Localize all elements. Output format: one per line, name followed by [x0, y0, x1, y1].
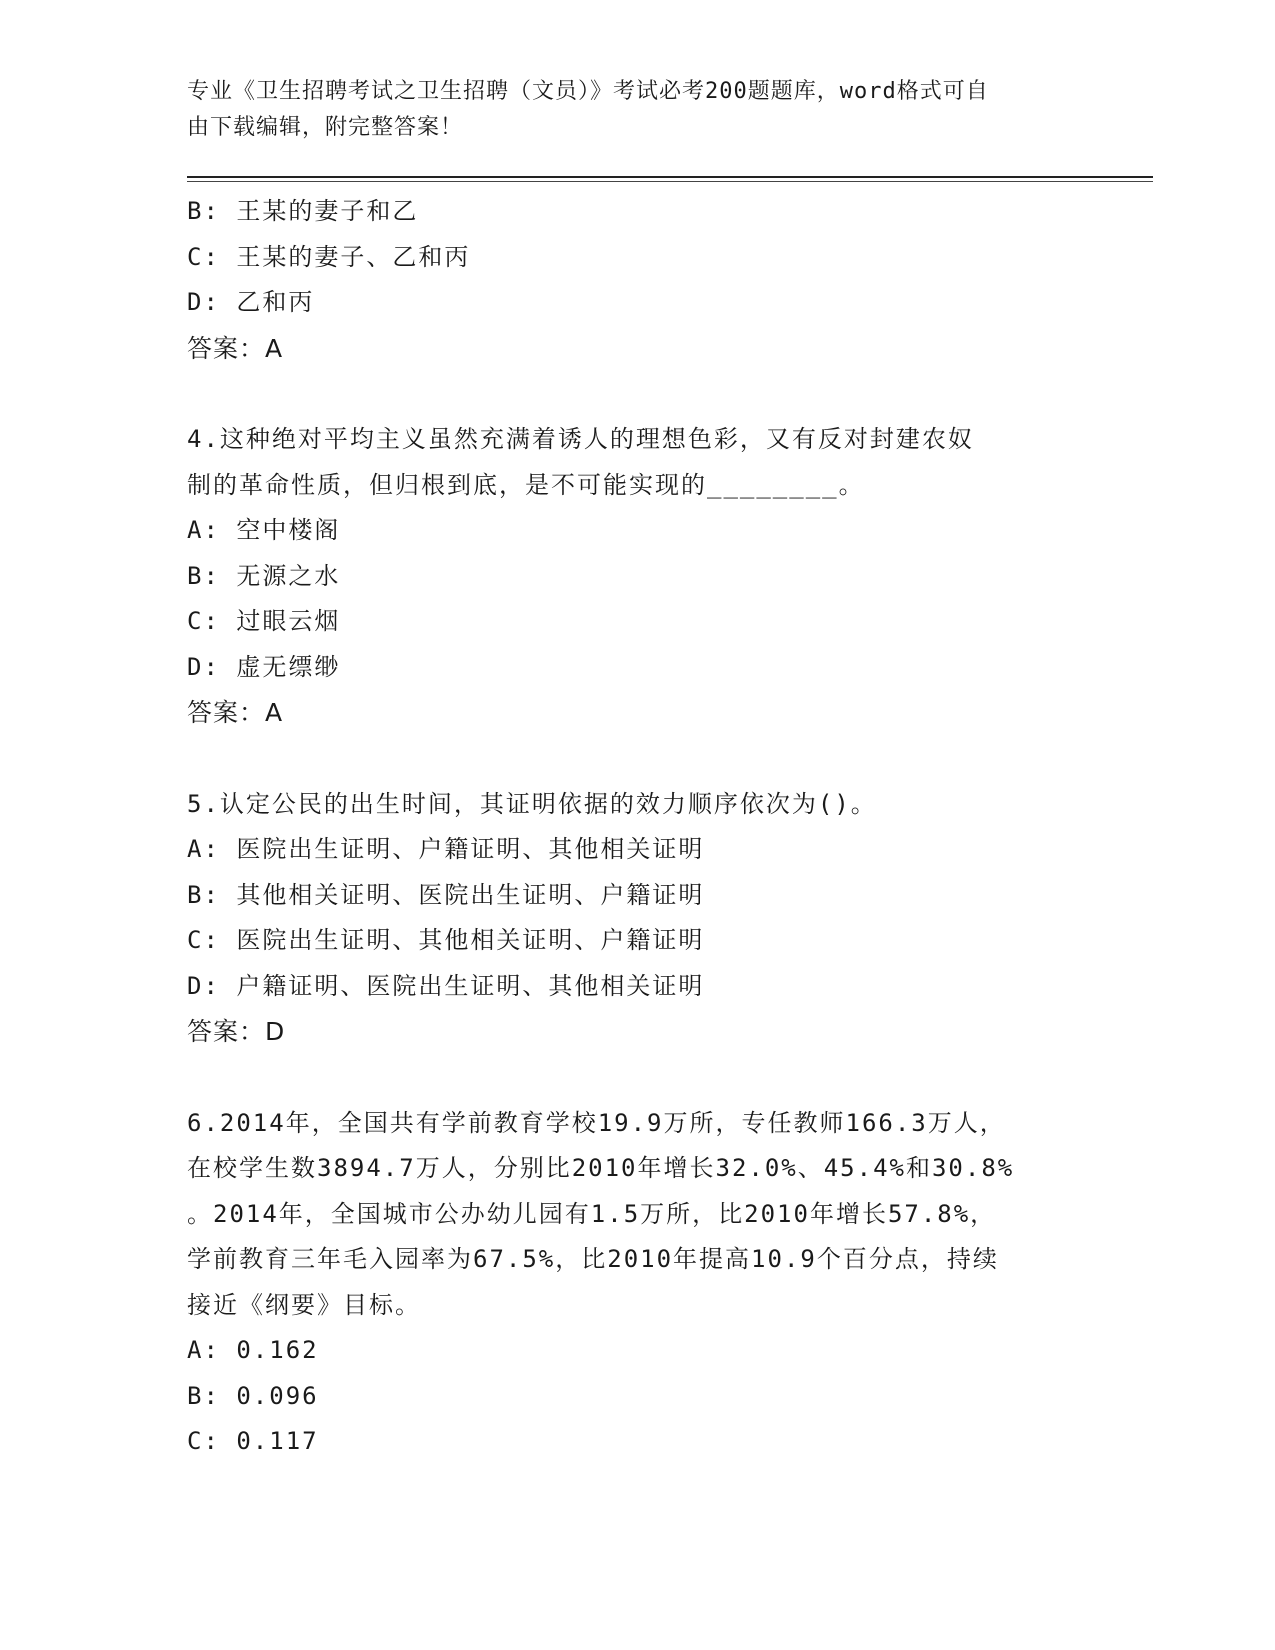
- question-stem-line: 4.这种绝对平均主义虽然充满着诱人的理想色彩，又有反对封建农奴: [187, 425, 974, 453]
- question-stem-line: 学前教育三年毛入园率为67.5%，比2010年提高10.9个百分点，持续: [187, 1245, 999, 1273]
- option-b: B: 其他相关证明、医院出生证明、户籍证明: [187, 880, 705, 909]
- option-a: A: 0.162: [187, 1336, 319, 1364]
- option-c: C: 0.117: [187, 1427, 319, 1455]
- option-a: A: 空中楼阁: [187, 516, 341, 544]
- question-spacer: [187, 736, 1087, 782]
- header-divider-thin: [187, 181, 1153, 182]
- option-b: B: 无源之水: [187, 561, 341, 590]
- option-c: C: 王某的妻子、乙和丙: [187, 242, 471, 271]
- question-stem-line: 在校学生数3894.7万人，分别比2010年增长32.0%、45.4%和30.8%: [187, 1154, 1015, 1182]
- answer: 答案：A: [187, 333, 284, 363]
- question-stem-line: 制的革命性质，但归根到底，是不可能实现的________。: [187, 470, 865, 499]
- option-c: C: 过眼云烟: [187, 607, 341, 635]
- header-divider-thick: [187, 176, 1153, 178]
- question-stem-line: 接近《纲要》目标。: [187, 1290, 421, 1319]
- answer: 答案：D: [187, 1017, 286, 1046]
- question-3: [187, 189, 1087, 371]
- option-d: D: 乙和丙: [187, 288, 315, 316]
- question-spacer: [187, 1055, 1087, 1101]
- question-4: [187, 417, 1087, 736]
- answer: 答案：A: [187, 698, 284, 727]
- question-stem: 5.认定公民的出生时间，其证明依据的效力顺序依次为()。: [187, 789, 877, 818]
- question-stem-line: 。2014年，全国城市公办幼儿园有1.5万所，比2010年增长57.8%，: [187, 1199, 997, 1228]
- question-5: [187, 782, 1087, 1055]
- option-d: D: 虚无缥缈: [187, 652, 341, 681]
- option-b: B: 王某的妻子和乙: [187, 197, 419, 225]
- question-stem-line: 6.2014年，全国共有学前教育学校19.9万所，专任教师166.3万人，: [187, 1108, 1006, 1137]
- header-line-1: 专业《卫生招聘考试之卫生招聘（文员）》考试必考200题题库，word格式可自: [187, 79, 989, 104]
- option-a: A: 医院出生证明、户籍证明、其他相关证明: [187, 835, 705, 863]
- option-d: D: 户籍证明、医院出生证明、其他相关证明: [187, 971, 705, 1000]
- option-c: C: 医院出生证明、其他相关证明、户籍证明: [187, 926, 705, 954]
- question-spacer: [187, 371, 1087, 417]
- document-header: [187, 74, 1067, 146]
- question-list: [187, 189, 1087, 1465]
- question-6: [187, 1101, 1087, 1465]
- header-line-2: 由下载编辑，附完整答案！: [187, 115, 464, 140]
- option-b: B: 0.096: [187, 1381, 319, 1410]
